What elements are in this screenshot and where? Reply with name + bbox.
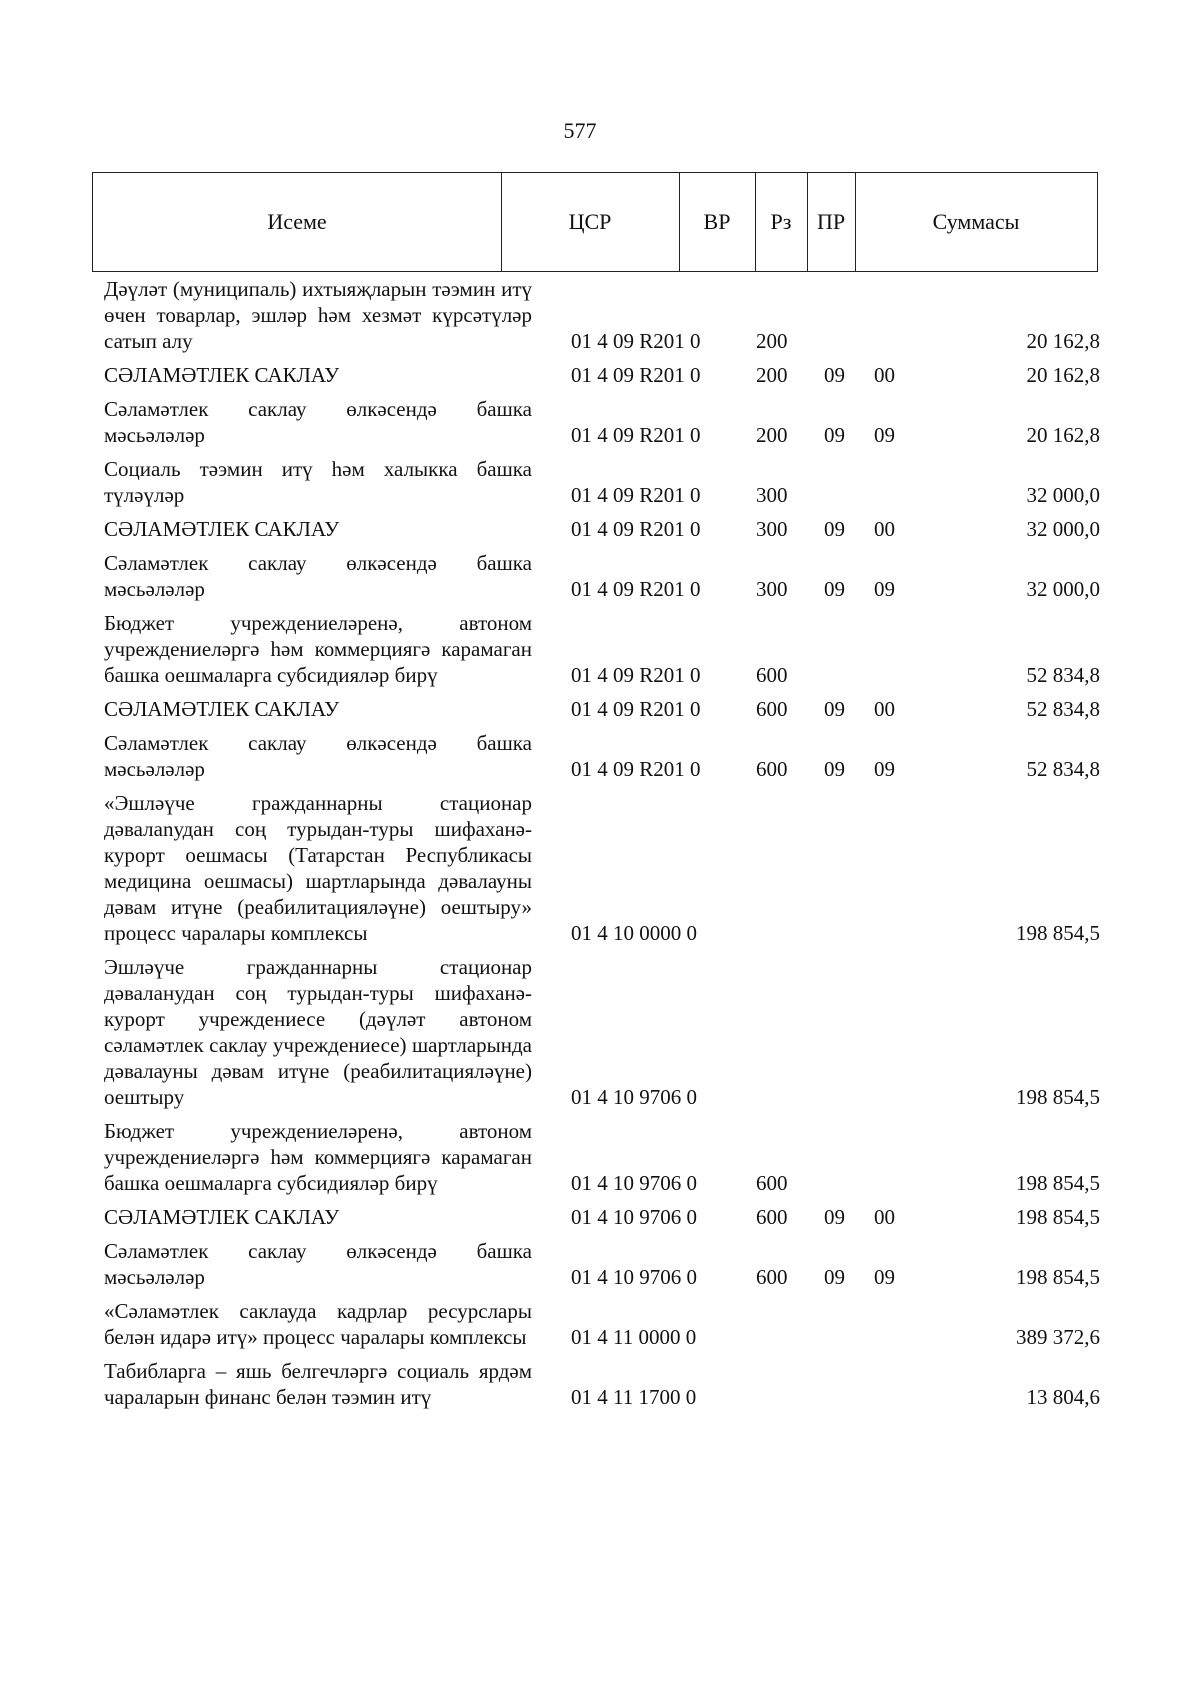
row-csr: 01 4 09 R201 0 — [571, 517, 701, 541]
row-vr: 200 — [756, 423, 788, 447]
row-sum: 32 000,0 — [1026, 517, 1100, 541]
row-name: Бюджет учреждениеләренә, автоном учреждениеләргә һәм коммерциягә карамаган башка оешмаларга субсидияләр бирү — [104, 1119, 532, 1195]
row-rz: 09 — [824, 697, 845, 721]
row-rz: 09 — [824, 1205, 845, 1229]
header-rz: Рз — [770, 209, 792, 234]
row-name: Табибларга – яшь белгечләргә социаль ярдәм чараларын финанс белән тәэмин итү — [104, 1359, 532, 1409]
row-name: «Сәламәтлек саклауда кадрлар ресурслары белән идарә итү» процесс чаралары комплексы — [104, 1299, 532, 1349]
row-name: СӘЛАМӘТЛЕК САКЛАУ — [104, 363, 340, 387]
row-name: Социаль тәэмин итү һәм халыкка башка түләүләр — [104, 457, 532, 507]
row-csr: 01 4 10 9706 0 — [571, 1205, 697, 1229]
row-vr: 300 — [756, 517, 788, 541]
table-row — [104, 516, 1100, 544]
row-csr: 01 4 10 0000 0 — [571, 921, 697, 945]
row-pr: 09 — [874, 757, 895, 781]
row-rz: 09 — [824, 577, 845, 601]
row-csr: 01 4 09 R201 0 — [571, 483, 701, 507]
row-sum: 32 000,0 — [1026, 577, 1100, 601]
row-name: Сәламәтлек саклау өлкәсендә башка мәсьәләләр — [104, 731, 532, 781]
header-name: Исеме — [267, 209, 327, 234]
table-row — [104, 696, 1100, 724]
table-row — [104, 1204, 1100, 1232]
row-pr: 00 — [874, 517, 895, 541]
row-csr: 01 4 10 9706 0 — [571, 1085, 697, 1109]
header-pr: ПР — [816, 209, 846, 234]
row-name: СӘЛАМӘТЛЕК САКЛАУ — [104, 1205, 340, 1229]
row-csr: 01 4 09 R201 0 — [571, 757, 701, 781]
row-name: Дәүләт (муниципаль) ихтыяҗларын тәэмин итү өчен товарлар, эшләр һәм хезмәт күрсәтүләр сатып алу — [104, 277, 532, 353]
table-row — [104, 1298, 1100, 1352]
table-row — [104, 954, 1100, 1112]
row-name: Эшләүче гражданнарны стационар дәвалaнудан соң турыдан-туры шифаханә-курорт учреждениесе (дәүләт автоном сәламәтлек саклау учреждениесе) шартларында дәвалауны дәвам итүне (реабилитацияләүне) оештыру — [104, 955, 532, 1109]
row-vr: 600 — [756, 1205, 788, 1229]
table-row — [104, 396, 1100, 450]
row-csr: 01 4 09 R201 0 — [571, 663, 701, 687]
row-name: Сәламәтлек саклау өлкәсендә башка мәсьәләләр — [104, 1239, 532, 1289]
row-sum: 20 162,8 — [1026, 363, 1100, 387]
row-sum: 198 854,5 — [1016, 1265, 1100, 1289]
table-row — [104, 550, 1100, 604]
row-sum: 198 854,5 — [1016, 1085, 1100, 1109]
table-row — [104, 730, 1100, 784]
row-sum: 20 162,8 — [1026, 423, 1100, 447]
row-csr: 01 4 09 R201 0 — [571, 577, 701, 601]
row-vr: 600 — [756, 697, 788, 721]
table-row — [104, 456, 1100, 510]
row-rz: 09 — [824, 423, 845, 447]
row-vr: 600 — [756, 1171, 788, 1195]
row-pr: 09 — [874, 577, 895, 601]
row-name: СӘЛАМӘТЛЕК САКЛАУ — [104, 517, 340, 541]
row-csr: 01 4 10 9706 0 — [571, 1265, 697, 1289]
row-pr: 00 — [874, 1205, 895, 1229]
table-row — [104, 610, 1100, 690]
row-pr: 09 — [874, 1265, 895, 1289]
table-header — [92, 172, 1098, 272]
row-vr: 600 — [756, 663, 788, 687]
table-row — [104, 1118, 1100, 1198]
row-vr: 200 — [756, 329, 788, 353]
row-vr: 300 — [756, 577, 788, 601]
row-vr: 600 — [756, 1265, 788, 1289]
row-rz: 09 — [824, 517, 845, 541]
row-sum: 20 162,8 — [1026, 329, 1100, 353]
table-body — [104, 276, 1100, 1412]
row-sum: 198 854,5 — [1016, 921, 1100, 945]
row-csr: 01 4 11 1700 0 — [571, 1385, 697, 1409]
row-sum: 52 834,8 — [1026, 697, 1100, 721]
row-vr: 200 — [756, 363, 788, 387]
row-csr: 01 4 09 R201 0 — [571, 329, 701, 353]
row-pr: 00 — [874, 363, 895, 387]
table-row — [104, 790, 1100, 948]
table-row — [104, 276, 1100, 356]
row-sum: 52 834,8 — [1026, 757, 1100, 781]
row-pr: 09 — [874, 423, 895, 447]
row-name: «Эшләүче гражданнарны стационар дәвалanудан соң турыдан-туры шифаханә-курорт оешмасы (Татарстан Республикасы медицина оешмасы) шартларында дәвалауны дәвам итүне (реабилитацияләүне) оештыру» процесс чаралары комплексы — [104, 791, 532, 945]
table-row — [104, 362, 1100, 390]
header-csr: ЦСР — [568, 209, 612, 234]
row-sum: 198 854,5 — [1016, 1171, 1100, 1195]
row-csr: 01 4 09 R201 0 — [571, 697, 701, 721]
page-number: 577 — [563, 118, 597, 143]
row-rz: 09 — [824, 1265, 845, 1289]
row-rz: 09 — [824, 363, 845, 387]
row-vr: 600 — [756, 757, 788, 781]
row-name: Бюджет учреждениеләренә, автоном учреждениеләргә һәм коммерциягә карамаган башка оешмаларга субсидияләр бирү — [104, 611, 532, 687]
row-pr: 00 — [874, 697, 895, 721]
row-name: СӘЛАМӘТЛЕК САКЛАУ — [104, 697, 340, 721]
row-sum: 32 000,0 — [1026, 483, 1100, 507]
header-sum: Суммасы — [932, 209, 1020, 234]
table-row — [104, 1238, 1100, 1292]
row-name: Сәламәтлек саклау өлкәсендә башка мәсьәләләр — [104, 551, 532, 601]
header-vr: ВР — [703, 209, 731, 234]
row-csr: 01 4 09 R201 0 — [571, 363, 701, 387]
row-sum: 198 854,5 — [1016, 1205, 1100, 1229]
row-vr: 300 — [756, 483, 788, 507]
row-name: Сәламәтлек саклау өлкәсендә башка мәсьәләләр — [104, 397, 532, 447]
table-row — [104, 1358, 1100, 1412]
row-csr: 01 4 09 R201 0 — [571, 423, 701, 447]
row-sum: 389 372,6 — [1016, 1325, 1100, 1349]
row-sum: 52 834,8 — [1026, 663, 1100, 687]
row-csr: 01 4 11 0000 0 — [571, 1325, 697, 1349]
row-rz: 09 — [824, 757, 845, 781]
row-csr: 01 4 10 9706 0 — [571, 1171, 697, 1195]
row-sum: 13 804,6 — [1026, 1385, 1100, 1409]
